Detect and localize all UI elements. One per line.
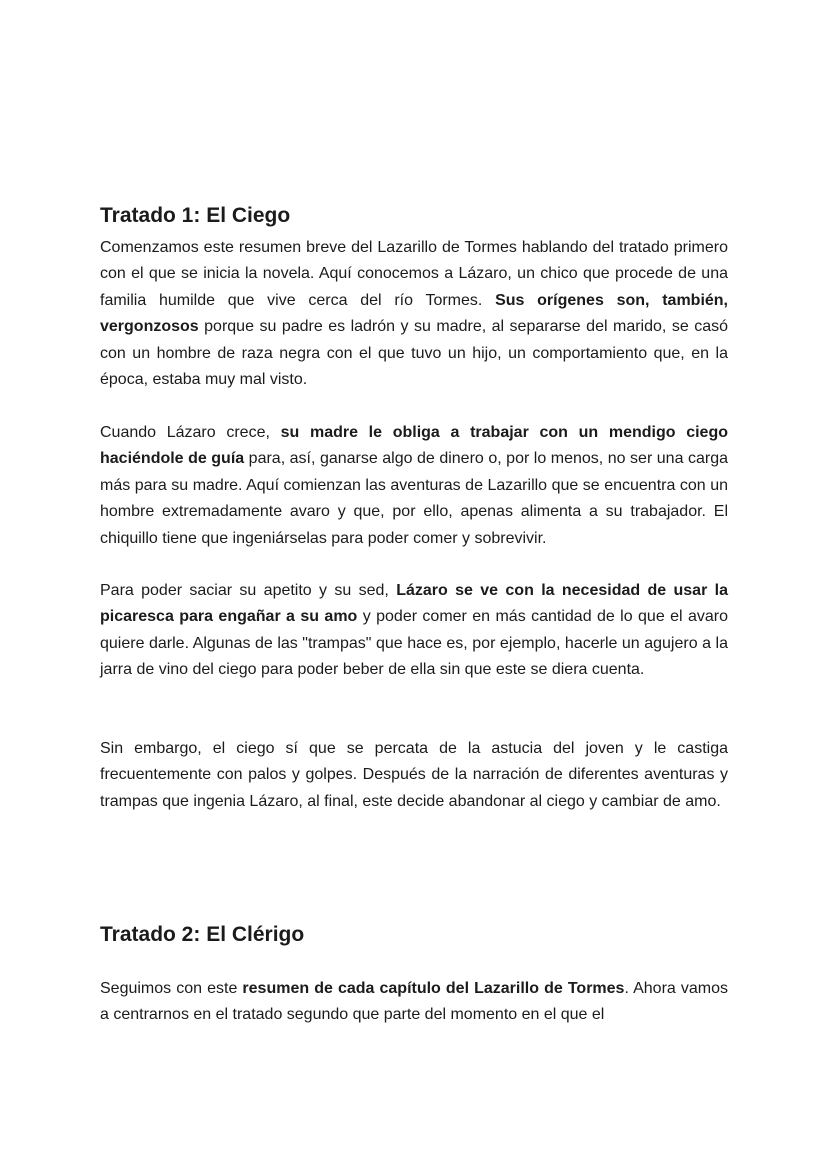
paragraph: Comenzamos este resumen breve del Lazarillo de Tormes hablando del tratado primero con el que se inicia la novela. Aquí conocemos a Lázaro, un chico que procede de una familia humilde que vive cerca del río Tormes. Sus orígenes son, también, vergonzosos porque su padre es ladrón y su madre, al separarse del marido, se casó con un hombre de raza negra con el que tuvo un hijo, un comportamiento que, en la época, estaba muy mal visto. — [100, 239, 729, 389]
bold-phrase: Lázaro se ve con la necesidad de usar la picaresca para engañar a su amo — [100, 582, 728, 626]
paragraph: Seguimos con este resumen de cada capítulo del Lazarillo de Tormes. Ahora vamos a centrarnos en el tratado segundo que parte del momento en el que el — [100, 980, 728, 1024]
section-heading-tratado-2: Tratado 2: El Clérigo — [100, 923, 305, 946]
section-heading-tratado-1: Tratado 1: El Ciego — [100, 204, 291, 227]
bold-phrase: su madre le obliga a trabajar con un mendigo ciego haciéndole de guía — [100, 424, 728, 468]
paragraph: Para poder saciar su apetito y su sed, Lázaro se ve con la necesidad de usar la picaresca para engañar a su amo y poder comer en más cantidad de lo que el avaro quiere darle. Algunas de las "trampas" que hace es, por ejemplo, hacerle un agujero a la jarra de vino del ciego para poder beber de ella sin que este se diera cuenta. — [100, 582, 728, 679]
bold-phrase: Sus orígenes son, también, vergonzosos — [100, 291, 729, 336]
paragraph: Sin embargo, el ciego sí que se percata de la astucia del joven y le castiga frecuentemente con palos y golpes. Después de la narración de diferentes aventuras y trampas que ingenia Lázaro, al final, este decide abandonar al ciego y cambiar de amo. — [100, 740, 728, 810]
bold-phrase: resumen de cada capítulo del Lazarillo de Tormes — [242, 980, 625, 997]
paragraph: Cuando Lázaro crece, su madre le obliga a trabajar con un mendigo ciego haciéndole de guía para, así, ganarse algo de dinero o, por lo menos, no ser una carga más para su madre. Aquí comienzan las aventuras de Lazarillo que se encuentra con un hombre extremadamente avaro y que, por ello, apenas alimenta a su trabajador. El chiquillo tiene que ingeniárselas para poder comer y sobrevivir. — [100, 424, 728, 547]
